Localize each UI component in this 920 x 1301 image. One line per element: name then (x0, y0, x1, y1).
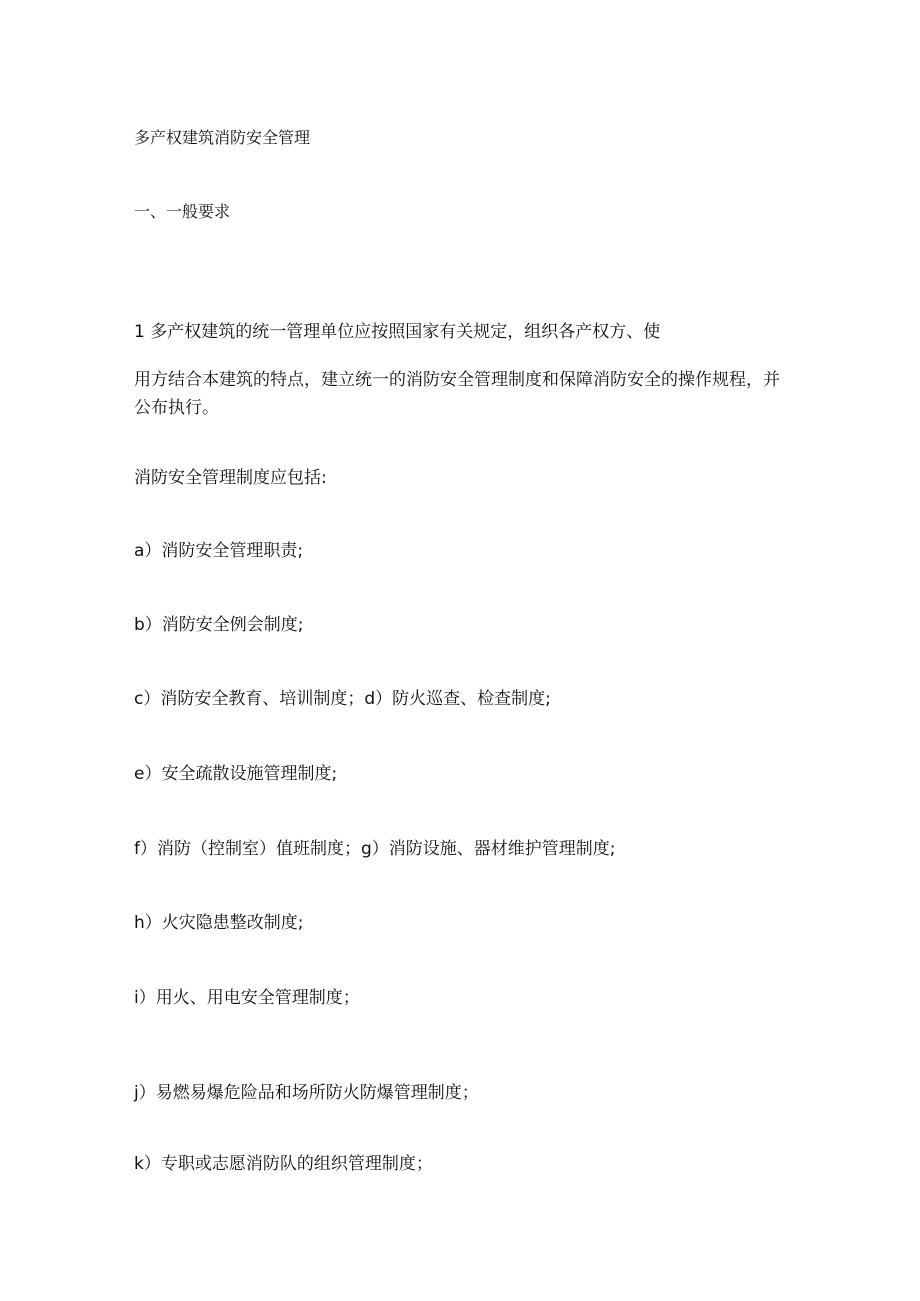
list-item: c）消防安全教育、培训制度；d）防火巡查、检查制度; (134, 689, 551, 709)
intro-text: 消防安全管理制度应包括: (134, 468, 327, 488)
list-item: a）消防安全管理职责; (134, 541, 304, 561)
list-item: i）用火、用电安全管理制度； (134, 988, 360, 1008)
list-item: e）安全疏散设施管理制度; (134, 764, 338, 784)
document-title: 多产权建筑消防安全管理 (134, 128, 311, 147)
clause-1-line-1: 1 多产权建筑的统一管理单位应按照国家有关规定，组织各产权方、使 (134, 322, 661, 342)
section-heading: 一、一般要求 (134, 202, 231, 221)
list-item: j）易燃易爆危险品和场所防火防爆管理制度； (134, 1083, 479, 1103)
list-item: b）消防安全例会制度; (134, 615, 304, 635)
clause-1-line-2: 用方结合本建筑的特点，建立统一的消防安全管理制度和保障消防安全的操作规程，并公布执行。 (134, 370, 780, 418)
list-item: h）火灾隐患整改制度; (134, 913, 304, 933)
list-item: f）消防（控制室）值班制度；g）消防设施、器材维护管理制度; (134, 839, 616, 859)
list-item: k）专职或志愿消防队的组织管理制度； (134, 1154, 433, 1174)
